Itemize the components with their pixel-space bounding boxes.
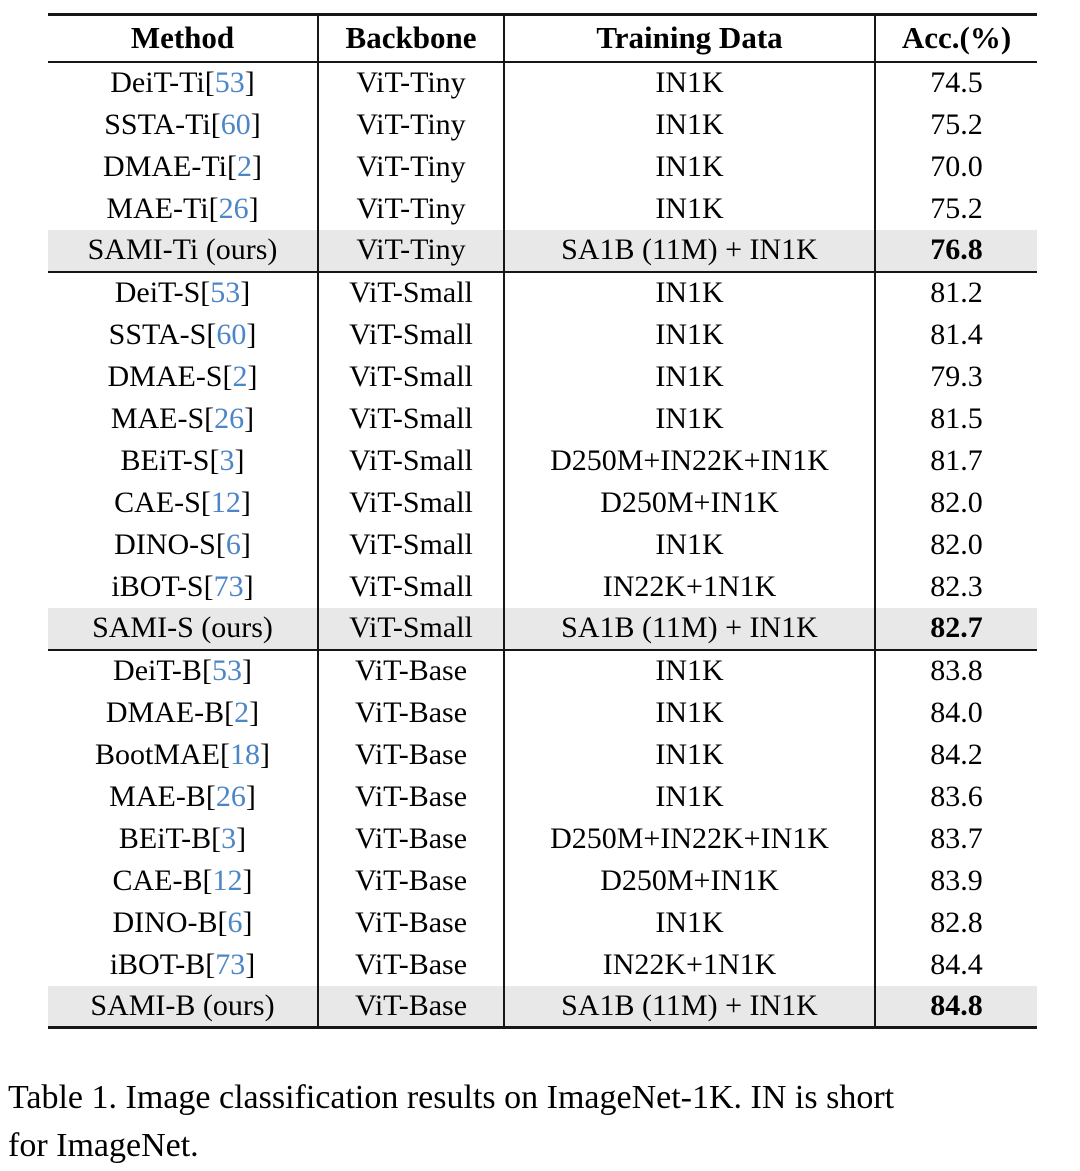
accuracy-cell: 82.3 xyxy=(930,569,983,603)
citation-link[interactable]: 60 xyxy=(220,107,251,141)
table-row xyxy=(48,62,1037,104)
accuracy-cell: 75.2 xyxy=(930,191,983,225)
training-data-cell: IN1K xyxy=(504,902,875,944)
training-data-cell: IN1K xyxy=(504,146,875,188)
citation-link[interactable]: 53 xyxy=(214,66,245,99)
table-row xyxy=(48,398,1037,440)
table-row xyxy=(48,818,1037,860)
method-cell: DMAE-B[2] xyxy=(48,692,318,734)
table-row xyxy=(48,356,1037,398)
training-data-cell: IN1K xyxy=(504,104,875,146)
training-data-cell: SA1B (11M) + IN1K xyxy=(504,986,875,1028)
backbone-cell: ViT-Base xyxy=(318,818,504,860)
table-row xyxy=(48,524,1037,566)
backbone-cell: ViT-Small xyxy=(318,272,504,314)
accuracy-cell: 82.7 xyxy=(875,608,1037,650)
table-row xyxy=(48,104,1037,146)
table-row xyxy=(48,944,1037,986)
table-row xyxy=(48,146,1037,188)
table-row xyxy=(48,860,1037,902)
training-data-cell: D250M+IN1K xyxy=(504,860,875,902)
table-row xyxy=(48,986,1037,1028)
table-row xyxy=(48,734,1037,776)
backbone-cell: ViT-Tiny xyxy=(318,188,504,230)
caption-line-2: for ImageNet. xyxy=(8,1126,199,1164)
backbone-cell: ViT-Small xyxy=(318,356,504,398)
citation-link[interactable]: 2 xyxy=(234,695,250,729)
backbone-cell: ViT-Small xyxy=(318,524,504,566)
method-cell: MAE-S[26] xyxy=(48,398,318,440)
table-row xyxy=(48,566,1037,608)
backbone-cell: ViT-Small xyxy=(318,482,504,524)
citation-link[interactable]: 6 xyxy=(225,527,241,561)
citation-link[interactable]: 2 xyxy=(232,359,248,393)
table-caption xyxy=(8,1074,1078,1169)
backbone-cell: ViT-Base xyxy=(318,650,504,692)
method-cell: DINO-S[6] xyxy=(48,524,318,566)
method-cell: DeiT-B[53] xyxy=(48,650,318,692)
backbone-cell: ViT-Small xyxy=(318,566,504,608)
method-cell: CAE-S[12] xyxy=(48,482,318,524)
table-row xyxy=(48,188,1037,230)
citation-link[interactable]: 73 xyxy=(215,947,246,981)
accuracy-cell: 84.0 xyxy=(930,695,983,729)
citation-link[interactable]: 60 xyxy=(216,317,247,351)
accuracy-cell: 82.0 xyxy=(930,527,983,561)
accuracy-cell: 82.8 xyxy=(930,905,983,939)
citation-link[interactable]: 26 xyxy=(218,191,249,225)
method-cell: SSTA-Ti[60] xyxy=(48,104,318,146)
training-data-cell: IN22K+1N1K xyxy=(504,944,875,986)
accuracy-cell: 84.4 xyxy=(930,947,983,981)
accuracy-cell: 75.2 xyxy=(930,107,983,141)
backbone-cell: ViT-Small xyxy=(318,608,504,650)
training-data-cell: D250M+IN1K xyxy=(504,482,875,524)
backbone-cell: ViT-Small xyxy=(318,398,504,440)
table-header xyxy=(48,15,1037,62)
table-row xyxy=(48,608,1037,650)
method-cell: CAE-B[12] xyxy=(48,860,318,902)
method-cell: BootMAE[18] xyxy=(48,734,318,776)
accuracy-cell: 81.4 xyxy=(930,317,983,351)
citation-link[interactable]: 12 xyxy=(212,863,243,897)
training-data-cell: SA1B (11M) + IN1K xyxy=(504,230,875,272)
method-cell: DeiT-Ti[53] xyxy=(48,62,318,104)
accuracy-cell: 70.0 xyxy=(930,149,983,183)
accuracy-cell: 84.8 xyxy=(930,988,983,1022)
citation-link[interactable]: 3 xyxy=(219,443,235,477)
training-data-cell: IN1K xyxy=(504,524,875,566)
header-acc: Acc.(%) xyxy=(875,15,1037,62)
header-method: Method xyxy=(48,15,318,62)
table-body xyxy=(48,62,1037,1028)
backbone-cell: ViT-Tiny xyxy=(318,62,504,104)
method-cell: iBOT-S[73] xyxy=(48,566,318,608)
backbone-cell: ViT-Tiny xyxy=(318,230,504,272)
method-cell: DeiT-S[53] xyxy=(48,272,318,314)
caption-line-1: Table 1. Image classification results on ImageNet-1K. IN is short xyxy=(8,1079,895,1116)
training-data-cell: IN1K xyxy=(504,272,875,314)
backbone-cell: ViT-Base xyxy=(318,734,504,776)
citation-link[interactable]: 6 xyxy=(227,905,243,939)
table-row xyxy=(48,440,1037,482)
header-backbone: Backbone xyxy=(318,15,504,62)
accuracy-cell: 81.2 xyxy=(930,276,983,309)
training-data-cell: SA1B (11M) + IN1K xyxy=(504,608,875,650)
backbone-cell: ViT-Tiny xyxy=(318,146,504,188)
citation-link[interactable]: 26 xyxy=(214,401,245,435)
citation-link[interactable]: 53 xyxy=(210,276,241,309)
method-cell: iBOT-B[73] xyxy=(48,944,318,986)
training-data-cell: IN1K xyxy=(504,314,875,356)
backbone-cell: ViT-Base xyxy=(318,860,504,902)
method-cell: BEiT-S[3] xyxy=(48,440,318,482)
accuracy-cell: 74.5 xyxy=(930,66,983,99)
table-row xyxy=(48,776,1037,818)
method-cell: DMAE-Ti[2] xyxy=(48,146,318,188)
accuracy-cell: 81.5 xyxy=(930,401,983,435)
training-data-cell: IN1K xyxy=(504,650,875,692)
method-cell: MAE-B[26] xyxy=(48,776,318,818)
accuracy-cell: 83.6 xyxy=(930,779,983,813)
citation-link[interactable]: 73 xyxy=(213,569,244,603)
backbone-cell: ViT-Base xyxy=(318,902,504,944)
citation-link[interactable]: 3 xyxy=(221,821,237,855)
table-row xyxy=(48,230,1037,272)
header-training-data: Training Data xyxy=(504,15,875,62)
method-cell: SAMI-B (ours) xyxy=(48,986,318,1028)
training-data-cell: D250M+IN22K+IN1K xyxy=(504,818,875,860)
accuracy-cell: 83.9 xyxy=(930,863,983,897)
method-cell: DINO-B[6] xyxy=(48,902,318,944)
table-row xyxy=(48,650,1037,692)
method-cell: SAMI-S (ours) xyxy=(48,608,318,650)
backbone-cell: ViT-Base xyxy=(318,776,504,818)
accuracy-cell: 83.8 xyxy=(930,654,983,687)
table-row xyxy=(48,902,1037,944)
method-cell: BEiT-B[3] xyxy=(48,818,318,860)
backbone-cell: ViT-Tiny xyxy=(318,104,504,146)
accuracy-cell: 84.2 xyxy=(930,737,983,771)
backbone-cell: ViT-Small xyxy=(318,440,504,482)
accuracy-cell: 76.8 xyxy=(875,230,1037,272)
training-data-cell: D250M+IN22K+IN1K xyxy=(504,440,875,482)
training-data-cell: IN1K xyxy=(504,398,875,440)
table-row xyxy=(48,692,1037,734)
table-row xyxy=(48,482,1037,524)
method-cell: SSTA-S[60] xyxy=(48,314,318,356)
citation-link[interactable]: 26 xyxy=(215,779,246,813)
training-data-cell: IN1K xyxy=(504,776,875,818)
accuracy-cell: 79.3 xyxy=(930,359,983,393)
accuracy-cell: 82.0 xyxy=(930,485,983,519)
citation-link[interactable]: 12 xyxy=(210,485,241,519)
accuracy-cell: 83.7 xyxy=(930,821,983,855)
results-table xyxy=(48,13,1037,1029)
method-cell: MAE-Ti[26] xyxy=(48,188,318,230)
training-data-cell: IN1K xyxy=(504,356,875,398)
training-data-cell: IN1K xyxy=(504,62,875,104)
table-row xyxy=(48,272,1037,314)
backbone-cell: ViT-Base xyxy=(318,944,504,986)
backbone-cell: ViT-Small xyxy=(318,314,504,356)
table-row xyxy=(48,314,1037,356)
backbone-cell: ViT-Base xyxy=(318,692,504,734)
method-cell: SAMI-Ti (ours) xyxy=(48,230,318,272)
citation-link[interactable]: 2 xyxy=(236,149,252,183)
accuracy-cell: 81.7 xyxy=(930,443,983,477)
citation-link[interactable]: 53 xyxy=(211,654,242,687)
header-row xyxy=(48,15,1037,62)
training-data-cell: IN1K xyxy=(504,188,875,230)
citation-link[interactable]: 18 xyxy=(230,737,260,771)
backbone-cell: ViT-Base xyxy=(318,986,504,1028)
method-cell: DMAE-S[2] xyxy=(48,356,318,398)
training-data-cell: IN1K xyxy=(504,692,875,734)
training-data-cell: IN1K xyxy=(504,734,875,776)
training-data-cell: IN22K+1N1K xyxy=(504,566,875,608)
